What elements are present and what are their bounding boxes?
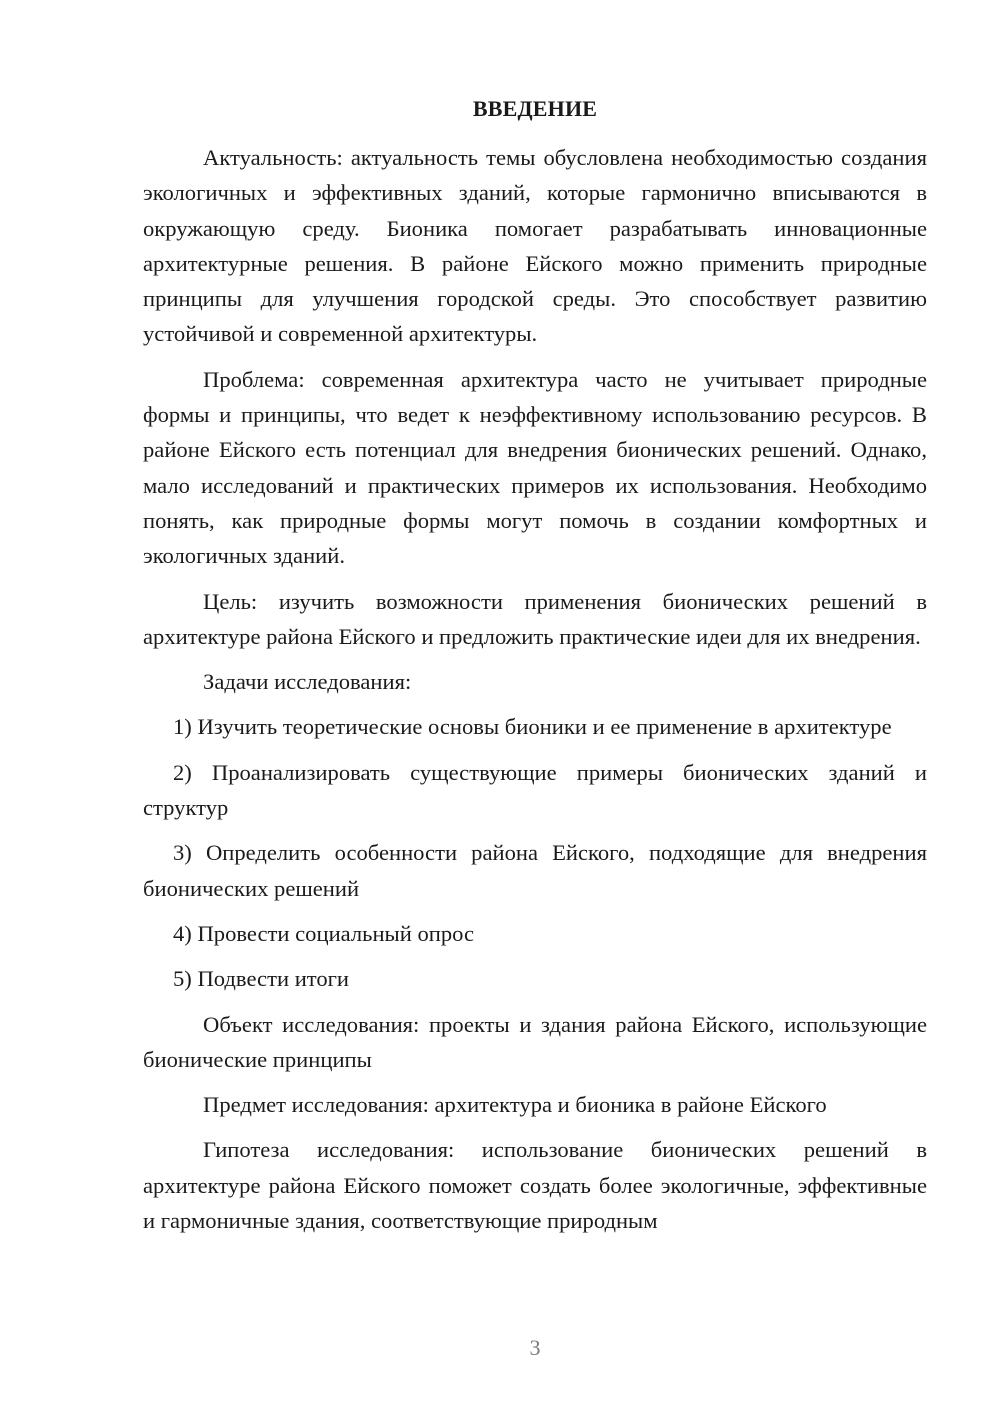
section-title: ВВЕДЕНИЕ xyxy=(472,96,598,121)
task-item-4: 4) Провести социальный опрос xyxy=(173,920,475,946)
task-item-5: 5) Подвести итоги xyxy=(173,966,350,992)
paragraph-goal: Цель: изучить возможности применения бионических решений в архитектуре района Ейского и предложить практические идеи для их внедрения. xyxy=(143,588,927,649)
task-item-2: 2) Проанализировать существующие примеры бионических зданий и структур xyxy=(143,759,927,821)
task-item-3: 3) Определить особенности района Ейского, подходящие для внедрения бионических решений xyxy=(143,840,927,901)
paragraph-hypothesis: Гипотеза исследования: использование бионических решений в архитектуре района Ейского поможет создать более экологичные, эффективные и гармоничные здания, соответствующие природным xyxy=(143,1137,927,1234)
paragraph-subject: Предмет исследования: архитектура и бионика в районе Ейского xyxy=(203,1092,827,1118)
tasks-heading: Задачи исследования: xyxy=(203,669,412,695)
paragraph-problem: Проблема: современная архитектура часто не учитывает природные формы и принципы, что ведет к неэффективному использованию ресурсов. В районе Ейского есть потенциал для внедрения бионических решений. Однако, мало исследований и практических примеров их использования. Необходимо понять, как природные формы могут помочь в создании комфортных и экологичных зданий. xyxy=(143,366,927,569)
document-body xyxy=(143,140,927,1238)
page-number: 3 xyxy=(529,1335,541,1360)
task-item-1: 1) Изучить теоретические основы бионики и ее применение в архитектуре xyxy=(173,714,892,740)
paragraph-relevance: Актуальность: актуальность темы обусловлена необходимостью создания экологичных и эффективных зданий, которые гармонично вписываются в окружающую среду. Бионика помогает разрабатывать инновационные архитектурные решения. В районе Ейского можно применить природные принципы для улучшения городской среды. Это способствует развитию устойчивой и современной архитектуры. xyxy=(143,145,927,347)
paragraph-object: Объект исследования: проекты и здания района Ейского, использующие бионические принципы xyxy=(143,1011,927,1072)
